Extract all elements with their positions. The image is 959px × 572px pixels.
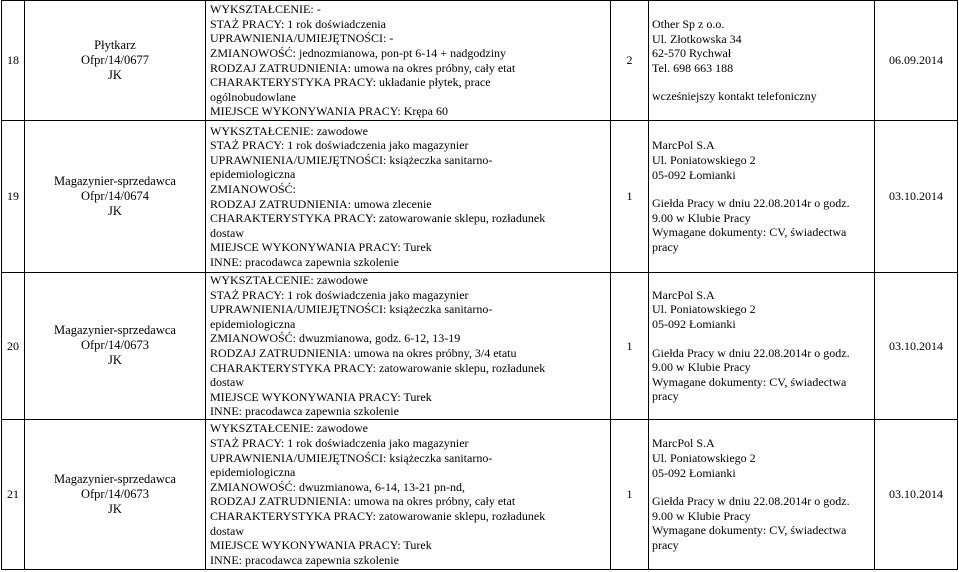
requirement-label: WYKSZTAŁCENIE:	[210, 123, 314, 138]
recruiter-initials: JK	[108, 68, 122, 82]
recruiter-initials: JK	[108, 501, 122, 516]
requirement-line	[210, 451, 608, 466]
employer-cell	[649, 419, 875, 569]
requirement-line	[210, 302, 608, 317]
employer-line: 9.00 w Klubie Pracy	[652, 210, 751, 225]
requirement-line	[210, 61, 608, 76]
requirement-value: umowa na okres próbny, 3/4 etatu	[351, 345, 517, 360]
requirement-value: książeczka sanitarno-	[386, 302, 493, 317]
employer-line: 62-570 Rychwał	[652, 46, 732, 61]
requirement-value: -	[386, 31, 394, 46]
requirement-value: jednozmianowa, pon-pt 6-14 + nadgodziny	[296, 45, 507, 60]
requirement-label: INNE:	[210, 404, 242, 419]
requirement-line	[210, 226, 608, 241]
requirement-line	[210, 255, 608, 270]
requirement-value: -	[313, 2, 321, 17]
job-offers-table	[1, 0, 958, 570]
offer-code: Ofpr/14/0677	[80, 53, 150, 67]
requirement-label: RODZAJ ZATRUDNIENIA:	[210, 494, 351, 509]
valid-until-date: 03.10.2014	[875, 273, 958, 420]
requirement-line	[210, 2, 608, 17]
requirement-value: pracodawca zapewnia szkolenie	[242, 404, 399, 419]
requirement-value: dostaw	[210, 225, 244, 240]
employer-line: Ul. Poniatowskiego 2	[652, 302, 756, 317]
requirement-line	[210, 46, 608, 61]
employer-line: MarcPol S.A	[652, 287, 715, 302]
requirements-cell	[206, 273, 611, 420]
requirement-line	[210, 390, 608, 405]
requirement-label: UPRAWNIENIA/UMIEJĘTNOŚCI:	[210, 450, 387, 465]
employer-line: Ul. Złotkowska 34	[652, 31, 742, 46]
requirement-value: Turek	[400, 389, 432, 404]
employer-line	[652, 332, 871, 346]
requirements-cell	[206, 1, 611, 121]
table-row	[2, 1, 958, 121]
row-number: 18	[2, 1, 25, 121]
requirement-label: CHARAKTERYSTYKA PRACY:	[210, 509, 376, 524]
employer-line: 05-092 Łomianki	[652, 317, 736, 332]
requirement-line	[210, 538, 608, 553]
requirement-value: epidemiologiczna	[210, 316, 296, 331]
valid-until-date: 03.10.2014	[875, 419, 958, 569]
requirement-value: pracodawca zapewnia szkolenie	[242, 552, 399, 567]
requirement-label: CHARAKTERYSTYKA PRACY:	[210, 75, 376, 90]
employer-line: 05-092 Łomianki	[652, 167, 736, 182]
requirement-line	[210, 182, 608, 197]
employer-line: Ul. Poniatowskiego 2	[652, 450, 756, 465]
requirement-line	[210, 167, 608, 182]
requirement-label: UPRAWNIENIA/UMIEJĘTNOŚCI:	[210, 152, 387, 167]
requirement-line	[210, 465, 608, 480]
requirement-value: zatowarowanie sklepu, rozładunek	[375, 211, 546, 226]
employer-line: Giełda Pracy w dniu 22.08.2014r o godz.	[652, 494, 850, 509]
employer-line: 05-092 Łomianki	[652, 465, 736, 480]
row-number: 20	[2, 273, 25, 420]
requirement-value: zawodowe	[313, 421, 368, 436]
employer-line: 9.00 w Klubie Pracy	[652, 508, 751, 523]
employer-line: Ul. Poniatowskiego 2	[652, 153, 756, 168]
requirement-value: Turek	[400, 240, 432, 255]
employer-line: pracy	[652, 239, 679, 254]
requirement-value: 1 rok doświadczenia jako magazynier	[284, 138, 469, 153]
employer-line: Wymagane dokumenty: CV, świadectwa	[652, 374, 847, 389]
requirement-line	[210, 375, 608, 390]
requirement-label: CHARAKTERYSTYKA PRACY:	[210, 360, 376, 375]
position-cell	[25, 1, 206, 121]
employer-line	[652, 182, 871, 196]
requirement-value: 1 rok doświadczenia	[284, 16, 386, 31]
requirement-value: układanie płytek, prace	[375, 75, 491, 90]
offer-code: Ofpr/14/0673	[80, 338, 150, 353]
requirement-label: WYKSZTAŁCENIE:	[210, 2, 314, 17]
requirement-label: ZMIANOWOŚĆ:	[210, 45, 296, 60]
requirement-label: STAŻ PRACY:	[210, 138, 285, 153]
requirement-line	[210, 153, 608, 168]
requirement-label: ZMIANOWOŚĆ:	[210, 479, 296, 494]
requirement-line	[210, 317, 608, 332]
requirement-value: dwuzmianowa, godz. 6-12, 13-19	[296, 331, 461, 346]
requirement-line	[210, 17, 608, 32]
requirement-line	[210, 331, 608, 346]
requirement-value: zawodowe	[313, 123, 368, 138]
requirement-value: Krępa 60	[400, 104, 449, 119]
requirement-value: książeczka sanitarno-	[386, 152, 493, 167]
valid-until-date: 06.09.2014	[875, 1, 958, 121]
requirement-label: CHARAKTERYSTYKA PRACY:	[210, 211, 376, 226]
requirement-line	[210, 75, 608, 90]
requirement-line	[210, 138, 608, 153]
requirement-label: ZMIANOWOŚĆ:	[210, 181, 296, 196]
row-number: 19	[2, 121, 25, 273]
requirement-label: ZMIANOWOŚĆ:	[210, 331, 296, 346]
requirement-label: STAŻ PRACY:	[210, 287, 285, 302]
requirement-line	[210, 197, 608, 212]
requirement-value: umowa na okres próbny, cały etat	[351, 494, 516, 509]
employer-line: MarcPol S.A	[652, 138, 715, 153]
requirement-line	[210, 90, 608, 105]
requirement-value: 1 rok doświadczenia jako magazynier	[284, 287, 469, 302]
employer-line: pracy	[652, 537, 679, 552]
requirement-label: MIEJSCE WYKONYWANIA PRACY:	[210, 538, 401, 553]
requirement-value: zawodowe	[313, 273, 368, 287]
requirement-value: zatowarowanie sklepu, rozładunek	[375, 360, 546, 375]
requirement-line	[210, 211, 608, 226]
requirement-label: MIEJSCE WYKONYWANIA PRACY:	[210, 240, 401, 255]
employer-line: pracy	[652, 389, 679, 404]
position-title: Magazynier-sprzedawca	[54, 471, 176, 486]
requirement-line	[210, 346, 608, 361]
employer-line: Giełda Pracy w dniu 22.08.2014r o godz.	[652, 196, 850, 211]
recruiter-initials: JK	[108, 353, 122, 368]
requirement-line	[210, 404, 608, 419]
offer-code: Ofpr/14/0673	[80, 486, 150, 501]
requirement-line	[210, 288, 608, 303]
requirement-label: WYKSZTAŁCENIE:	[210, 421, 314, 436]
requirement-value: Turek	[400, 538, 432, 553]
requirement-line	[210, 124, 608, 139]
table-row	[2, 273, 958, 420]
position-cell	[25, 121, 206, 273]
requirement-value: dostaw	[210, 375, 244, 390]
requirements-cell	[206, 121, 611, 273]
requirement-label: STAŻ PRACY:	[210, 16, 285, 31]
requirement-line	[210, 421, 608, 436]
table-row	[2, 121, 958, 273]
employer-line: 9.00 w Klubie Pracy	[652, 360, 751, 375]
employer-cell	[649, 1, 875, 121]
employer-line: Wymagane dokumenty: CV, świadectwa	[652, 523, 847, 538]
requirement-label: RODZAJ ZATRUDNIENIA:	[210, 345, 351, 360]
requirement-label: MIEJSCE WYKONYWANIA PRACY:	[210, 104, 401, 119]
position-title: Magazynier-sprzedawca	[54, 174, 176, 188]
requirement-value: umowa zlecenie	[351, 196, 432, 211]
requirement-value: umowa na okres próbny, cały etat	[351, 60, 516, 75]
requirement-line	[210, 273, 608, 288]
employer-cell	[649, 273, 875, 420]
requirement-line	[210, 509, 608, 524]
requirement-line	[210, 240, 608, 255]
requirement-line	[210, 436, 608, 451]
requirement-line	[210, 104, 608, 119]
position-cell	[25, 273, 206, 420]
requirement-label: INNE:	[210, 552, 242, 567]
table-row	[2, 419, 958, 569]
requirement-value: epidemiologiczna	[210, 465, 296, 480]
vacancy-count: 2	[611, 1, 649, 121]
requirement-line	[210, 361, 608, 376]
position-title: Płytkarz	[94, 38, 136, 52]
requirement-line	[210, 553, 608, 568]
vacancy-count: 1	[611, 419, 649, 569]
employer-line: MarcPol S.A	[652, 436, 715, 451]
employer-line: wcześniejszy kontakt telefoniczny	[652, 89, 817, 104]
requirement-label: STAŻ PRACY:	[210, 436, 285, 451]
requirement-line	[210, 31, 608, 46]
requirement-label: RODZAJ ZATRUDNIENIA:	[210, 60, 351, 75]
vacancy-count: 1	[611, 121, 649, 273]
requirement-value: pracodawca zapewnia szkolenie	[242, 254, 399, 269]
requirement-value: dostaw	[210, 523, 244, 538]
requirement-line	[210, 480, 608, 495]
requirement-label: UPRAWNIENIA/UMIEJĘTNOŚCI:	[210, 31, 387, 46]
employer-line	[652, 75, 871, 89]
requirement-value: 1 rok doświadczenia jako magazynier	[284, 436, 469, 451]
requirement-value: epidemiologiczna	[210, 167, 296, 182]
valid-until-date: 03.10.2014	[875, 121, 958, 273]
requirement-label: RODZAJ ZATRUDNIENIA:	[210, 196, 351, 211]
requirement-value: książeczka sanitarno-	[386, 450, 493, 465]
row-number: 21	[2, 419, 25, 569]
recruiter-initials: JK	[108, 204, 122, 218]
employer-cell	[649, 121, 875, 273]
requirement-label: MIEJSCE WYKONYWANIA PRACY:	[210, 389, 401, 404]
requirements-cell	[206, 419, 611, 569]
offer-code: Ofpr/14/0674	[80, 189, 150, 203]
employer-line: Tel. 698 663 188	[652, 60, 734, 75]
position-title: Magazynier-sprzedawca	[54, 323, 176, 338]
requirement-label: INNE:	[210, 254, 242, 269]
requirement-value: dwuzmianowa, 6-14, 13-21 pn-nd,	[296, 479, 465, 494]
requirement-label: WYKSZTAŁCENIE:	[210, 273, 314, 287]
position-cell	[25, 419, 206, 569]
vacancy-count: 1	[611, 273, 649, 420]
employer-line: Other Sp z o.o.	[652, 17, 725, 32]
requirement-value: ogólnobudowlane	[210, 89, 296, 104]
requirement-line	[210, 494, 608, 509]
requirement-line	[210, 524, 608, 539]
requirement-label: UPRAWNIENIA/UMIEJĘTNOŚCI:	[210, 302, 387, 317]
employer-line: Wymagane dokumenty: CV, świadectwa	[652, 225, 847, 240]
employer-line	[652, 480, 871, 494]
requirement-value: zatowarowanie sklepu, rozładunek	[375, 509, 546, 524]
employer-line: Giełda Pracy w dniu 22.08.2014r o godz.	[652, 345, 850, 360]
